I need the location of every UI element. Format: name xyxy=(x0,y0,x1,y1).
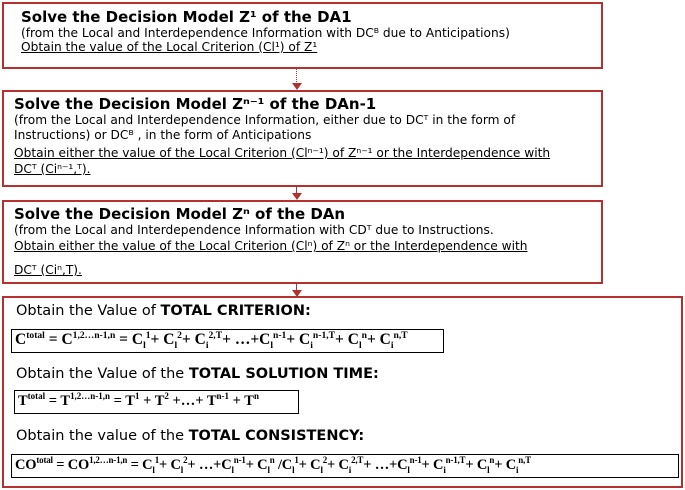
step-box-dan xyxy=(2,200,603,284)
box3-line3: DCᵀ (Ciⁿ,T). xyxy=(14,263,82,277)
total-criterion-formula: $C^{total} = C^{1,2\dots n-1,n} = C_l^1+ C_l^2+ C_i^{2,T}+$ $\dots+C_l^{n-1}+ C_i^{n-1,T}+ C_l^n+ C_i^{n,T}$ xyxy=(11,329,444,353)
connector-arrow xyxy=(293,187,301,200)
box2-line2: Instructions) or DCᴮ , in the form of Anticipations xyxy=(14,128,312,142)
total-consistency-heading: Obtain the value of the TOTAL CONSISTENCY: xyxy=(16,428,365,444)
box3-line2: Obtain either the value of the Local Criterion (Clⁿ) of Zⁿ or the Interdependence with xyxy=(14,239,528,253)
box1-title: Solve the Decision Model Z¹ of the DA1 xyxy=(21,8,352,26)
box2-line4: DCᵀ (Ciⁿ⁻¹,ᵀ). xyxy=(14,162,91,176)
step-box-da1 xyxy=(2,2,603,69)
box2-line1: (from the Local and Interdependence Information, either due to DCᵀ in the form of xyxy=(14,113,516,127)
dotted-connector-arrow xyxy=(293,69,301,90)
totals-box xyxy=(2,296,683,488)
total-criterion-heading: Obtain the Value of TOTAL CRITERION: xyxy=(16,303,311,319)
box3-title: Solve the Decision Model Zⁿ of the DAn xyxy=(14,205,346,223)
box1-line1: (from the Local and Interdependence Information with DCᴮ due to Anticipations) xyxy=(21,26,510,40)
box3-line1: (from the Local and Interdependence Information with CDᵀ due to Instructions. xyxy=(14,223,494,237)
box2-title: Solve the Decision Model Zⁿ⁻¹ of the DAn-1 xyxy=(14,95,377,113)
total-solution-time-formula: $T^{total} = T^{1,2\dots n-1,n} = T^1 + T^2$ +…+ $T^{n-1} + T^n$ xyxy=(14,390,299,414)
total-consistency-formula: $CO^{total} = CO^{1,2\dots n-1,n} = C_l^1+ C_l^2+$ $\dots+C_l^{n-1}+ C_l^n$ $/C_l^1+ C_l^2+ C_i^{2,T}+$ $\dots+C_l^{n-1}+ C_i^{n-1,T}+ C_l^n+ C_i^{n,T}$ xyxy=(11,454,679,478)
box1-line2: Obtain the value of the Local Criterion (Cl¹) of Z¹ xyxy=(21,40,318,54)
box2-line3: Obtain either the value of the Local Criterion (Clⁿ⁻¹) of Zⁿ⁻¹ or the Interdependence with xyxy=(14,146,551,160)
total-solution-time-heading: Obtain the Value of the TOTAL SOLUTION TIME: xyxy=(16,366,379,382)
step-box-dan-1 xyxy=(2,90,603,187)
